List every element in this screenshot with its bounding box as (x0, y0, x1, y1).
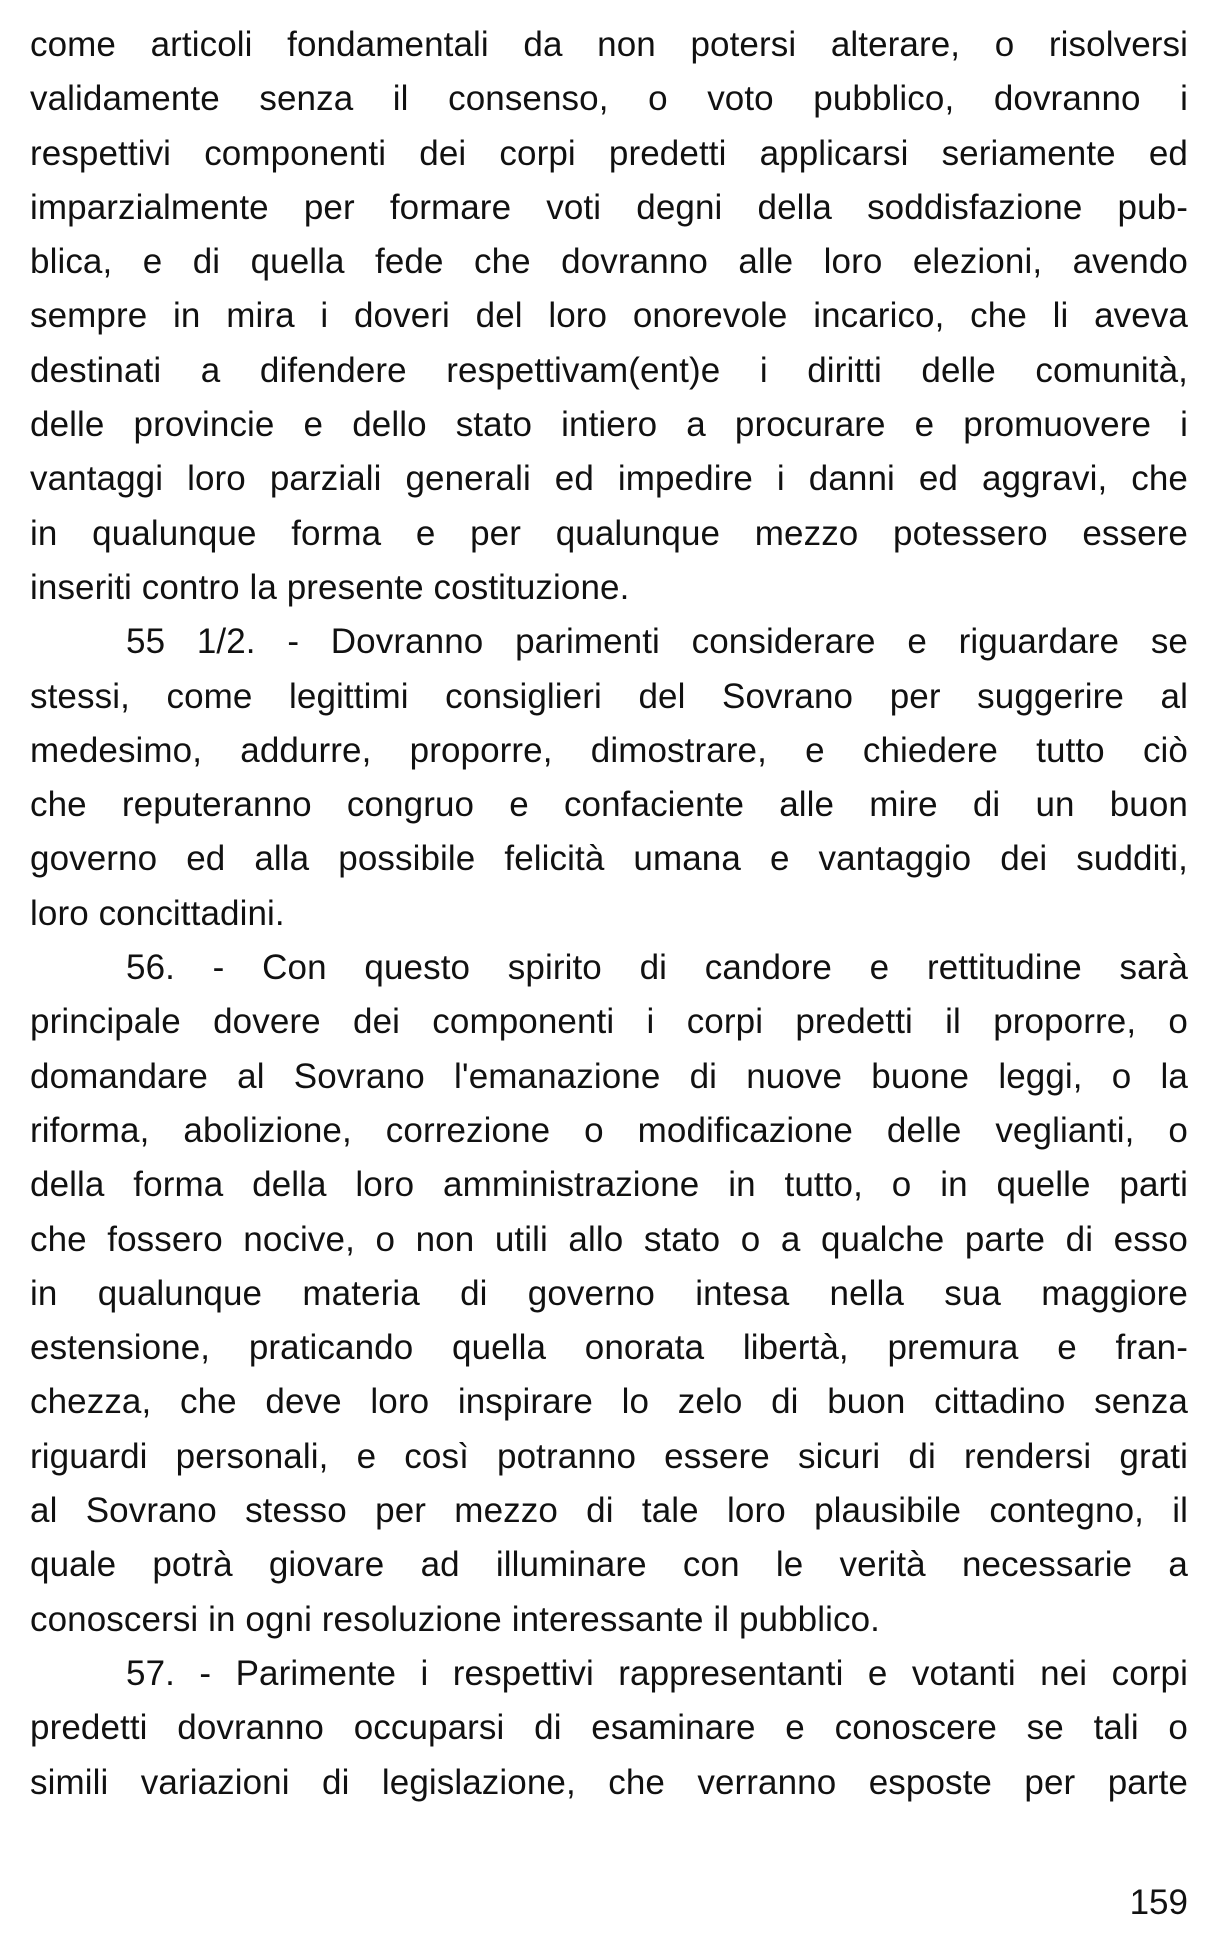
text-line: sempre in mira i doveri del loro onorevole incarico, che li aveva (30, 296, 1188, 336)
text-line: destinati a difendere respettivam(ent)e i diritti delle comunità, (30, 350, 1188, 390)
text-line: inseriti contro la presente costituzione. (30, 567, 630, 607)
paragraph-56-start: 56. - Con questo spirito di candore e rettitudine sarà (126, 948, 1188, 988)
text-line: in qualunque forma e per qualunque mezzo potessero essere (30, 513, 1188, 553)
text-line: principale dovere dei componenti i corpi predetti il proporre, o (30, 1002, 1188, 1042)
paragraph-55-start: 55 1/2. - Dovranno parimenti considerare e riguardare se (126, 622, 1188, 662)
text-line: conoscersi in ogni resoluzione interessante il pubblico. (30, 1599, 880, 1639)
text-line: della forma della loro amministrazione in tutto, o in quelle parti (30, 1165, 1188, 1205)
text-line: stessi, come legittimi consiglieri del Sovrano per suggerire al (30, 676, 1188, 716)
text-line: respettivi componenti dei corpi predetti applicarsi seriamente ed (30, 133, 1188, 173)
text-line: al Sovrano stesso per mezzo di tale loro plausibile contegno, il (30, 1491, 1188, 1531)
text-line: estensione, praticando quella onorata libertà, premura e fran- (30, 1328, 1188, 1368)
text-line: loro concittadini. (30, 893, 285, 933)
document-page (30, 18, 1188, 1810)
text-line: blica, e di quella fede che dovranno alle loro elezioni, avendo (30, 242, 1188, 282)
text-line: riforma, abolizione, correzione o modificazione delle veglianti, o (30, 1110, 1188, 1150)
text-line: che fossero nocive, o non utili allo stato o a qualche parte di esso (30, 1219, 1188, 1259)
text-line: simili variazioni di legislazione, che verranno esposte per parte (30, 1762, 1188, 1802)
text-line: delle provincie e dello stato intiero a procurare e promuovere i (30, 405, 1188, 445)
page-number: 159 (1129, 1883, 1188, 1922)
text-line: validamente senza il consenso, o voto pubblico, dovranno i (30, 79, 1188, 119)
text-line: predetti dovranno occuparsi di esaminare e conoscere se tali o (30, 1708, 1188, 1748)
text-line: medesimo, addurre, proporre, dimostrare, e chiedere tutto ciò (30, 730, 1188, 770)
text-line: che reputeranno congruo e confaciente alle mire di un buon (30, 785, 1188, 825)
text-line: vantaggi loro parziali generali ed impedire i danni ed aggravi, che (30, 459, 1188, 499)
text-line: in qualunque materia di governo intesa nella sua maggiore (30, 1273, 1188, 1313)
text-line: domandare al Sovrano l'emanazione di nuove buone leggi, o la (30, 1056, 1188, 1096)
text-line: come articoli fondamentali da non potersi alterare, o risolversi (30, 25, 1188, 64)
text-line: imparzialmente per formare voti degni della soddisfazione pub- (30, 187, 1188, 227)
text-line: chezza, che deve loro inspirare lo zelo di buon cittadino senza (30, 1382, 1188, 1422)
text-line: riguardi personali, e così potranno essere sicuri di rendersi grati (30, 1436, 1188, 1476)
paragraph-57-start: 57. - Parimente i respettivi rappresentanti e votanti nei corpi (126, 1653, 1188, 1693)
text-line: governo ed alla possibile felicità umana e vantaggio dei sudditi, (30, 839, 1188, 879)
text-line: quale potrà giovare ad illuminare con le verità necessarie a (30, 1545, 1188, 1585)
